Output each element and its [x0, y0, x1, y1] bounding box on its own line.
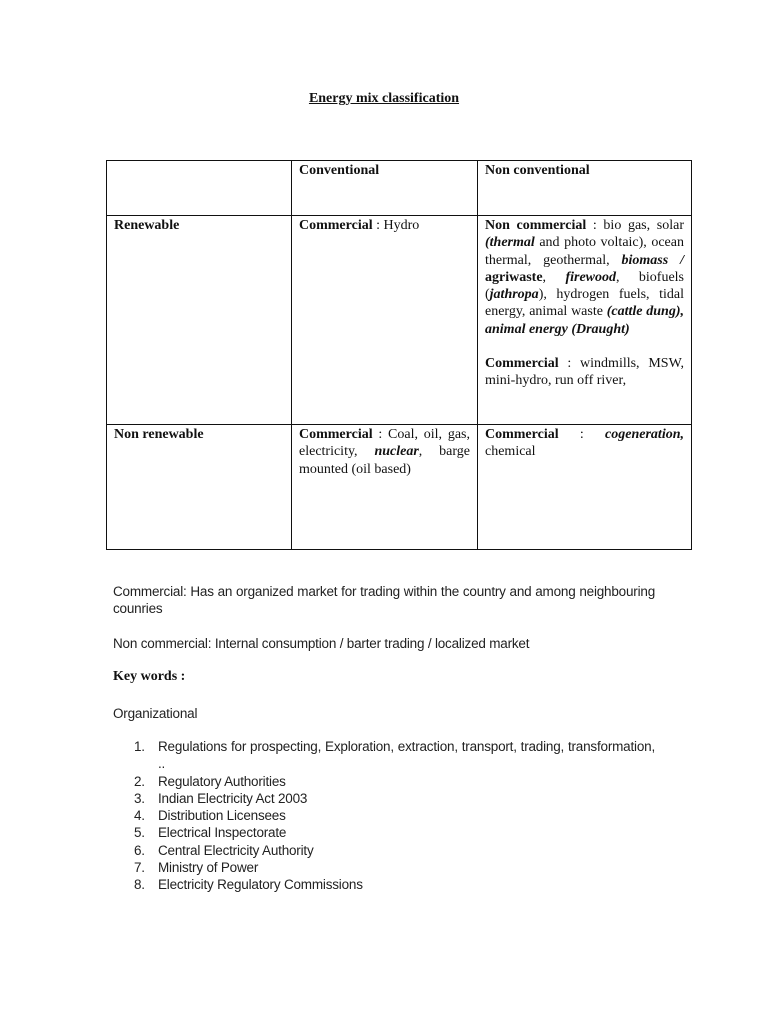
- list-item: 4. Distribution Licensees: [134, 808, 286, 824]
- renewable-non-commercial-text: Non commercial : bio gas, solar (thermal and photo voltaic), ocean thermal, geothermal, biomass / agriwaste, firewood, biofuels (jathropa), hydrogen fuels, tidal energy, animal waste (cattle dung), animal energy (Draught): [485, 218, 685, 337]
- non-renewable-non-conventional-text: Commercial : cogeneration, chemical: [485, 427, 684, 460]
- list-item: 7. Ministry of Power: [134, 860, 259, 876]
- row-label-renewable: Renewable: [114, 218, 180, 233]
- section-label-organizational: Organizational: [113, 706, 198, 721]
- page-title: Energy mix classification: [308, 91, 460, 106]
- list-item: 8. Electricity Regulatory Commissions: [134, 877, 363, 893]
- header-cell-empty: [107, 161, 292, 216]
- renewable-non-conventional-cell: [478, 216, 692, 425]
- note-commercial: Commercial: Has an organized market for trading within the country and among neighbouring counries: [113, 584, 655, 617]
- list-item: 2. Regulatory Authorities: [134, 773, 286, 789]
- table-header-row: [107, 161, 692, 216]
- organizational-list: [113, 738, 655, 894]
- energy-mix-table: [106, 160, 692, 550]
- renewable-commercial-text: Commercial : windmills, MSW, mini-hydro, run off river,: [485, 356, 684, 389]
- header-non-conventional: Non conventional: [485, 163, 590, 178]
- non-renewable-conventional-text: Commercial : Coal, oil, gas, electricity, nuclear, barge mounted (oil based): [299, 427, 470, 477]
- table-row-non-renewable: [107, 425, 692, 550]
- header-conventional: Conventional: [299, 163, 380, 178]
- row-label-non-renewable: Non renewable: [114, 427, 204, 442]
- row-label-cell: [107, 216, 292, 425]
- list-item: 1. Regulations for prospecting, Exploration, extraction, transport, trading, transformation, ..: [134, 739, 655, 772]
- keywords-heading: Key words :: [113, 669, 186, 684]
- table-row-renewable: [107, 216, 692, 425]
- non-renewable-non-conventional-cell: [478, 425, 692, 550]
- note-non-commercial: Non commercial: Internal consumption / barter trading / localized market: [113, 636, 530, 651]
- renewable-conventional-text: Commercial : Hydro: [299, 218, 420, 233]
- list-item: 3. Indian Electricity Act 2003: [134, 790, 308, 806]
- list-item: 6. Central Electricity Authority: [134, 842, 314, 858]
- row-label-cell: [107, 425, 292, 550]
- list-item: 5. Electrical Inspectorate: [134, 825, 287, 841]
- non-renewable-conventional-cell: [292, 425, 478, 550]
- header-cell-non-conventional: [478, 161, 692, 216]
- header-cell-conventional: [292, 161, 478, 216]
- renewable-conventional-cell: [292, 216, 478, 425]
